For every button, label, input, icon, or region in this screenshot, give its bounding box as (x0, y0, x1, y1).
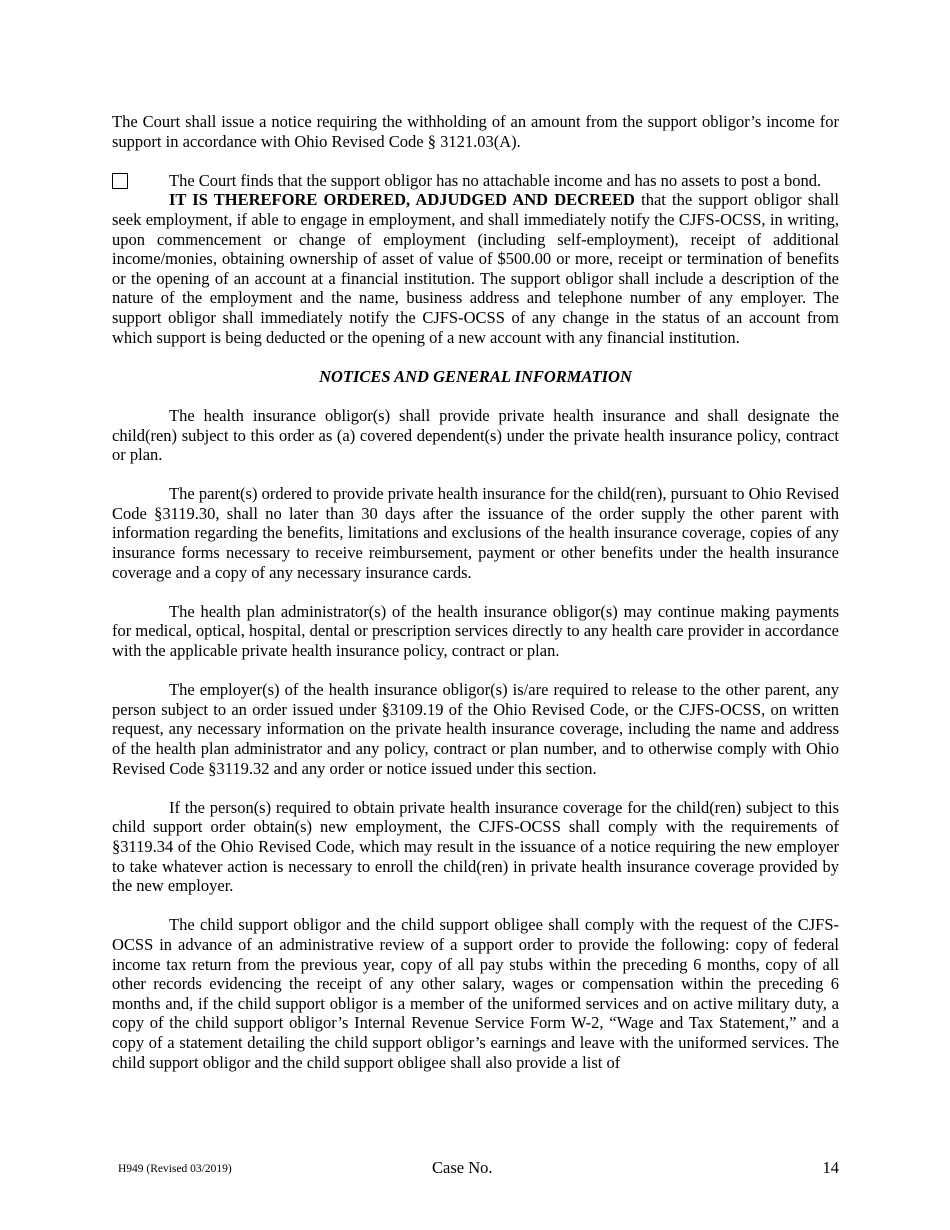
notice-paragraph: The health insurance obligor(s) shall provide private health insurance and shall designate the child(ren) subject to this order as (a) covered dependent(s) under the private health insurance policy, contract or plan. (112, 405, 839, 465)
order-paragraph (112, 190, 839, 347)
form-id: H949 (Revised 03/2019) (118, 1163, 232, 1175)
page-number: 14 (822, 1158, 839, 1177)
page-footer (112, 1156, 839, 1180)
notice-paragraph: The parent(s) ordered to provide private health insurance for the child(ren), pursuant to Ohio Revised Code §3119.30, shall no later than 30 days after the issuance of the order supply the other parent with information regarding the benefits, limitations and exclusions of the health insurance coverage, copies of any insurance forms necessary to receive reimbursement, payment or other benefits under the health insurance coverage and a copy of any necessary insurance cards. (112, 484, 839, 582)
notice-paragraph: The child support obligor and the child support obligee shall comply with the request of the CJFS-OCSS in advance of an administrative review of a support order to provide the following: copy of federal income tax return from the previous year, copy of all pay stubs within the preceding 6 months, copy of all other records evidencing the receipt of any other salary, wages or compensation within the preceding 6 months and, if the child support obligor is a member of the uniformed services and on active military duty, a copy of the child support obligor’s Internal Revenue Service Form W-2, “Wage and Tax Statement,” and a copy of a statement detailing the child support obligor’s earnings and leave with the uniformed services. The child support obligor and the child support obligee shall also provide a list of (112, 915, 839, 1072)
notice-paragraph: The health plan administrator(s) of the health insurance obligor(s) may continue making payments for medical, optical, hospital, dental or prescription services directly to any health care provider in accordance with the applicable private health insurance policy, contract or plan. (112, 601, 839, 661)
no-income-finding-text: The Court finds that the support obligor has no attachable income and has no assets to post a bond. (169, 170, 822, 190)
document-body (112, 112, 839, 1072)
case-number-label: Case No. (432, 1158, 493, 1177)
no-income-finding-row (112, 171, 839, 191)
order-lead-text: IT IS THEREFORE ORDERED, ADJUDGED AND DECREED (169, 190, 635, 210)
section-heading: NOTICES AND GENERAL INFORMATION (319, 366, 632, 386)
no-income-checkbox[interactable] (112, 173, 128, 189)
order-body-text: that the support obligor shall seek employment, if able to engage in employment, and shall immediately notify the CJFS-OCSS, in writing, upon commencement or change of employment (including self-employment), receipt of additional income/monies, obtaining ownership of asset of value of $500.00 or more, receipt or termination of benefits or the opening of an account at a financial institution. The support obligor shall include a description of the nature of the employment and the name, business address and telephone number of any employer. The support obligor shall immediately notify the CJFS-OCSS of any change in the status of an account from which support is being deducted or the opening of a new account with any financial institution. (112, 190, 839, 347)
withholding-paragraph: The Court shall issue a notice requiring the withholding of an amount from the support obligor’s income for support in accordance with Ohio Revised Code § 3121.03(A). (112, 112, 839, 151)
notice-paragraph: If the person(s) required to obtain private health insurance coverage for the child(ren) subject to this child support order obtain(s) new employment, the CJFS-OCSS shall comply with the requirements of §3119.34 of the Ohio Revised Code, which may result in the issuance of a notice requiring the new employer to take whatever action is necessary to enroll the child(ren) in private health insurance coverage provided by the new employer. (112, 797, 839, 896)
notice-paragraph: The employer(s) of the health insurance obligor(s) is/are required to release to the other parent, any person subject to an order issued under §3109.19 of the Ohio Revised Code, or the CJFS-OCSS, on written request, any necessary information on the private health insurance coverage, including the name and address of the health plan administrator and any policy, contract or plan number, and to otherwise comply with Ohio Revised Code §3119.32 and any order or notice issued under this section. (112, 680, 839, 778)
